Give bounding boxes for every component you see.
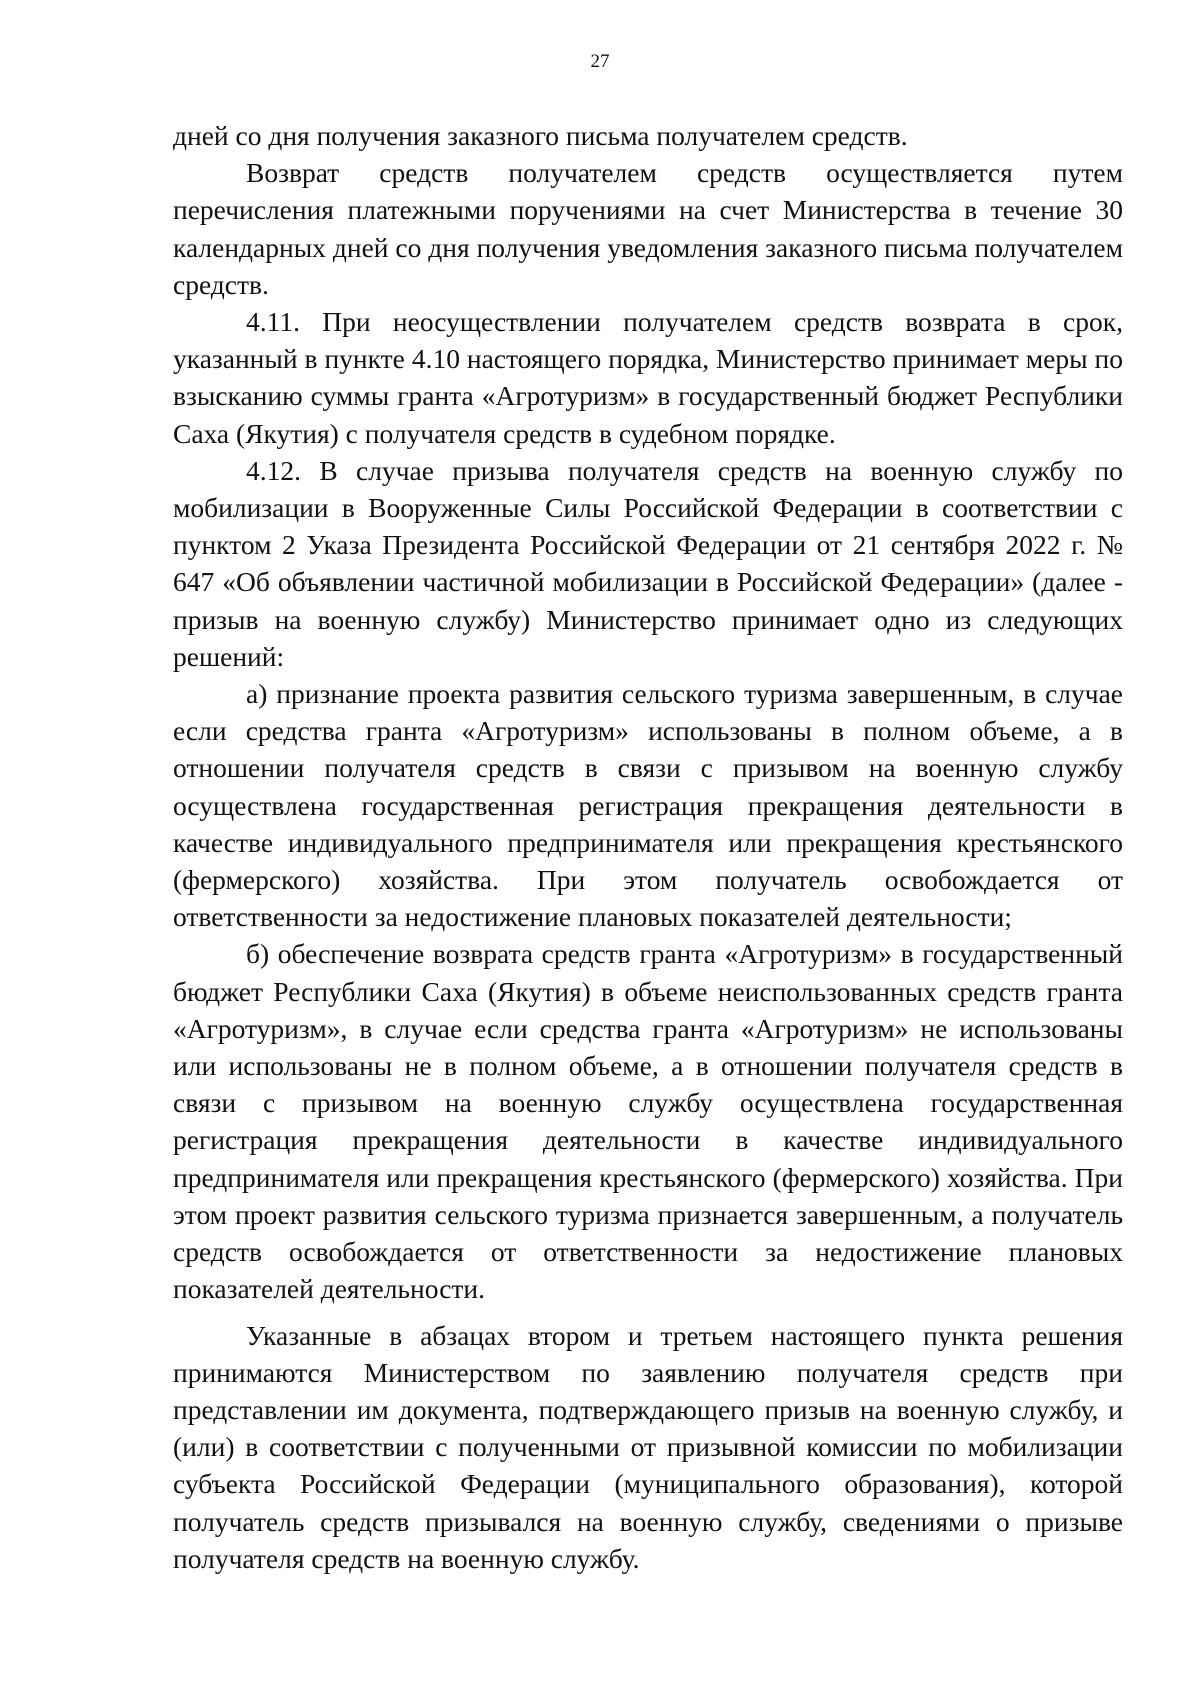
paragraph-continuation: дней со дня получения заказного письма получателем средств. [173,120,908,151]
page-number: 27 [590,51,610,72]
paragraph-item-a: а) признание проекта развития сельского туризма завершенным, в случае если средства гранта «Агротуризм» использованы в полном объеме, а в отношении получателя средств в связи с призывом на военную службу осуществлена государственная регистрация прекращения деятельности в качестве индивидуального предпринимателя или прекращения крестьянского (фермерского) хозяйства. При этом получатель освобождается от ответственности за недостижение плановых показателей деятельности; [173,678,1123,933]
paragraph-4-12: 4.12. В случае призыва получателя средств на военную службу по мобилизации в Вооруженные Силы Российской Федерации в соответствии с пунктом 2 Указа Президента Российской Федерации от 21 сентября 2022 г. № 647 «Об объявлении частичной мобилизации в Российской Федерации» (далее - призыв на военную службу) Министерство принимает одно из следующих решений: [173,454,1123,672]
paragraph-item-b: б) обеспечение возврата средств гранта «Агротуризм» в государственный бюджет Республики Саха (Якутия) в объеме неиспользованных средств гранта «Агротуризм», в случае если средства гранта «Агротуризм» не использованы или использованы не в полном объеме, а в отношении получателя средств в связи с призывом на военную службу осуществлена государственная регистрация прекращения деятельности в качестве индивидуального предпринимателя или прекращения крестьянского (фермерского) хозяйства. При этом проект развития сельского туризма признается завершенным, а получатель средств освобождается от ответственности за недостижение плановых показателей деятельности. [173,938,1123,1305]
document-body [173,117,1123,1577]
paragraph-4-11: 4.11. При неосуществлении получателем средств возврата в срок, указанный в пункте 4.10 настоящего порядка, Министерство принимает меры по взысканию суммы гранта «Агротуризм» в государственный бюджет Республики Саха (Якутия) с получателя средств в судебном порядке. [173,306,1123,449]
paragraph-refund-procedure: Возврат средств получателем средств осуществляется путем перечисления платежными поручениями на счет Министерства в течение 30 календарных дней со дня получения уведомления заказного письма получателем средств. [173,157,1123,300]
paragraph-decisions-note: Указанные в абзацах втором и третьем настоящего пункта решения принимаются Министерством по заявлению получателя средств при представлении им документа, подтверждающего призыв на военную службу, и (или) в соответствии с полученными от призывной комиссии по мобилизации субъекта Российской Федерации (муниципального образования), которой получатель средств призывался на военную службу, сведениями о призыве получателя средств на военную службу. [173,1319,1123,1574]
